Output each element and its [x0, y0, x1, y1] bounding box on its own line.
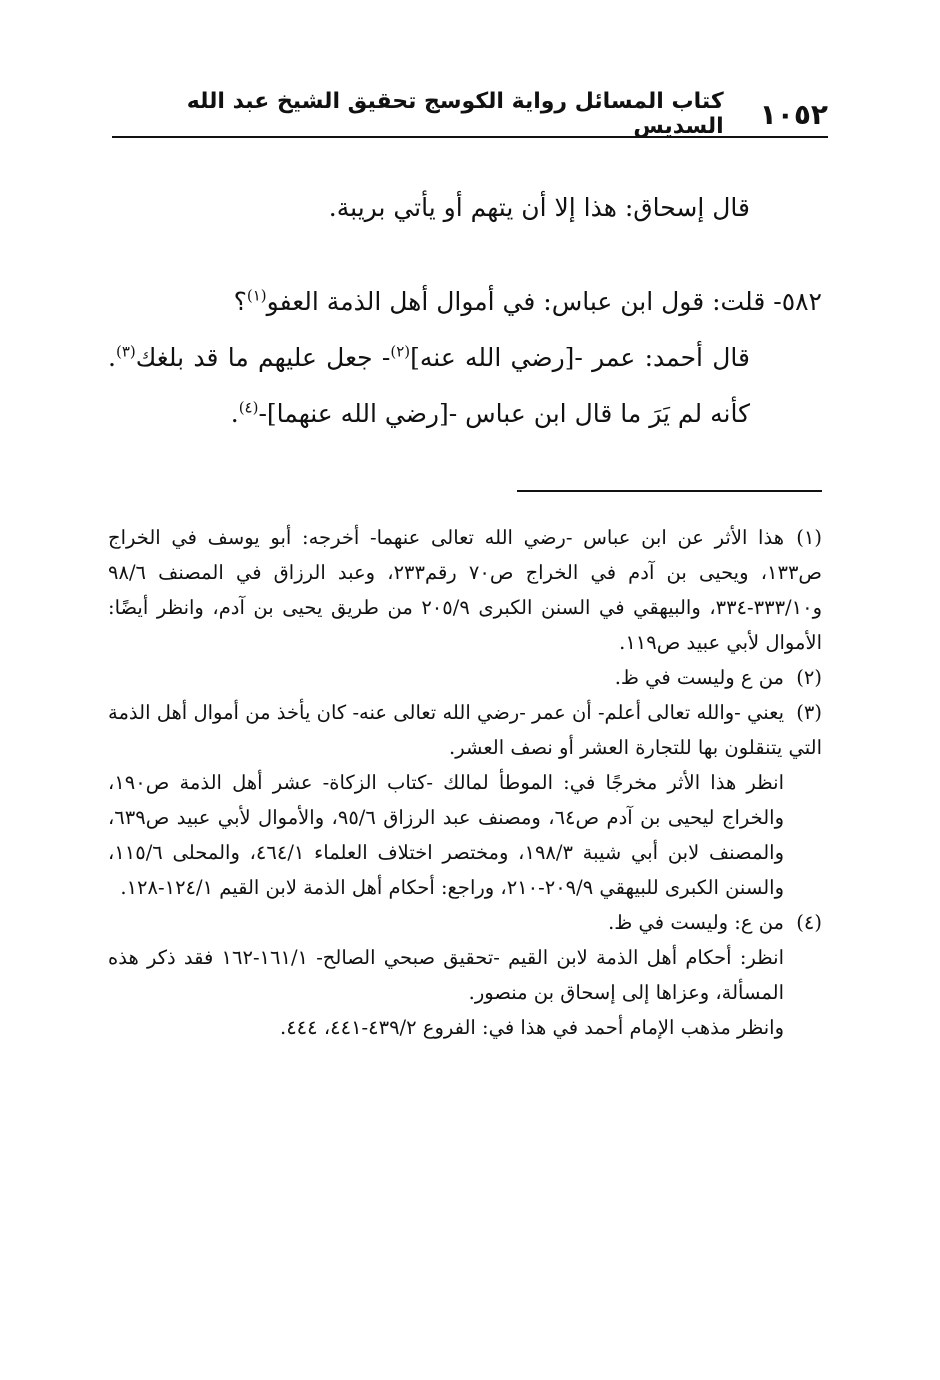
answer-paragraph [108, 330, 822, 442]
header-rule [112, 136, 828, 138]
ishaq-statement: قال إسحاق: هذا إلا أن يتهم أو يأتي بريبة. [328, 193, 750, 222]
footnote-1 [108, 520, 822, 660]
footnote-4-text: من ع: وليست في ظ. [608, 911, 784, 934]
footnote-separator [517, 490, 822, 492]
footnotes [108, 520, 822, 1045]
page-header [112, 89, 828, 139]
question-text: قلت: قول ابن عباس: في أموال أهل الذمة العفو [266, 287, 766, 316]
footnote-ref-2: (٢) [390, 342, 411, 361]
question-paragraph [108, 274, 822, 330]
answer-text-3: . كأنه لم يَرَ ما قال ابن عباس -[رضي الله عنهما]- [108, 343, 750, 428]
main-text [108, 180, 822, 442]
footnote-3 [108, 695, 822, 765]
footnote-4-continuation-1: انظر: أحكام أهل الذمة لابن القيم -تحقيق صبحي الصالح- ١٦١/١-١٦٢ فقد ذكر هذه المسألة، وعزاها إلى إسحاق بن منصور. [108, 946, 784, 1004]
footnote-4-number: (٤) [796, 911, 822, 934]
footnote-2-number: (٢) [796, 666, 822, 689]
footnote-ref-3: (٣) [115, 342, 136, 361]
footnote-4-continuation-2: وانظر مذهب الإمام أحمد في هذا في: الفروع ٤٣٩/٢-٤٤١، ٤٤٤. [280, 1016, 784, 1039]
answer-text-2: - جعل عليهم ما قد بلغك [135, 343, 391, 372]
question-mark: ؟ [233, 287, 247, 316]
running-title: كتاب المسائل رواية الكوسج تحقيق الشيخ عبد الله السديس [186, 89, 724, 139]
footnote-1-text: هذا الأثر عن ابن عباس -رضي الله تعالى عنهما- أخرجه: أبو يوسف في الخراج ص١٣٣، ويحيى بن آدم في الخراج ص٧٠ رقم٢٣٣، وعبد الرزاق في المصنف ٩٨/٦ و٣٣٣/١٠-٣٣٤، والبيهقي في السنن الكبرى ٢٠٥/٩ من طريق يحيى بن آدم، وانظر أيضًا: الأموال لأبي عبيد ص١١٩. [108, 526, 822, 654]
footnote-2 [108, 660, 822, 695]
question-number: ٥٨٢- [773, 287, 822, 316]
answer-end: . [230, 399, 239, 428]
footnote-4 [108, 905, 822, 940]
page-number: ١٠٥٢ [759, 97, 828, 131]
footnote-3-continuation: انظر هذا الأثر مخرجًا في: الموطأ لمالك -كتاب الزكاة- عشر أهل الذمة ص١٩٠، والخراج ليحيى بن آدم ص٦٤، ومصنف عبد الرزاق ٩٥/٦، والأموال لأبي عبيد ص٦٣٩، والمصنف لابن أبي شيبة ١٩٨/٣، ومختصر اختلاف العلماء ٤٦٤/١، والمحلى ١١٥/٦، والسنن الكبرى للبيهقي ٢٠٩/٩-٢١٠، وراجع: أحكام أهل الذمة لابن القيم ١٢٤/١-١٢٨. [108, 771, 784, 899]
footnote-2-text: من ع وليست في ظ. [614, 666, 784, 689]
footnote-3-text: يعني -والله تعالى أعلم- أن عمر -رضي الله تعالى عنه- كان يأخذ من أموال أهل الذمة التي يتنقلون بها للتجارة العشر أو نصف العشر. [108, 701, 822, 759]
footnote-3-number: (٣) [796, 701, 822, 724]
answer-text-1: قال أحمد: عمر -[رضي الله عنه] [410, 343, 750, 372]
footnote-1-number: (١) [796, 526, 822, 549]
footnote-ref-4: (٤) [238, 398, 259, 417]
footnote-ref-1: (١) [246, 286, 267, 305]
